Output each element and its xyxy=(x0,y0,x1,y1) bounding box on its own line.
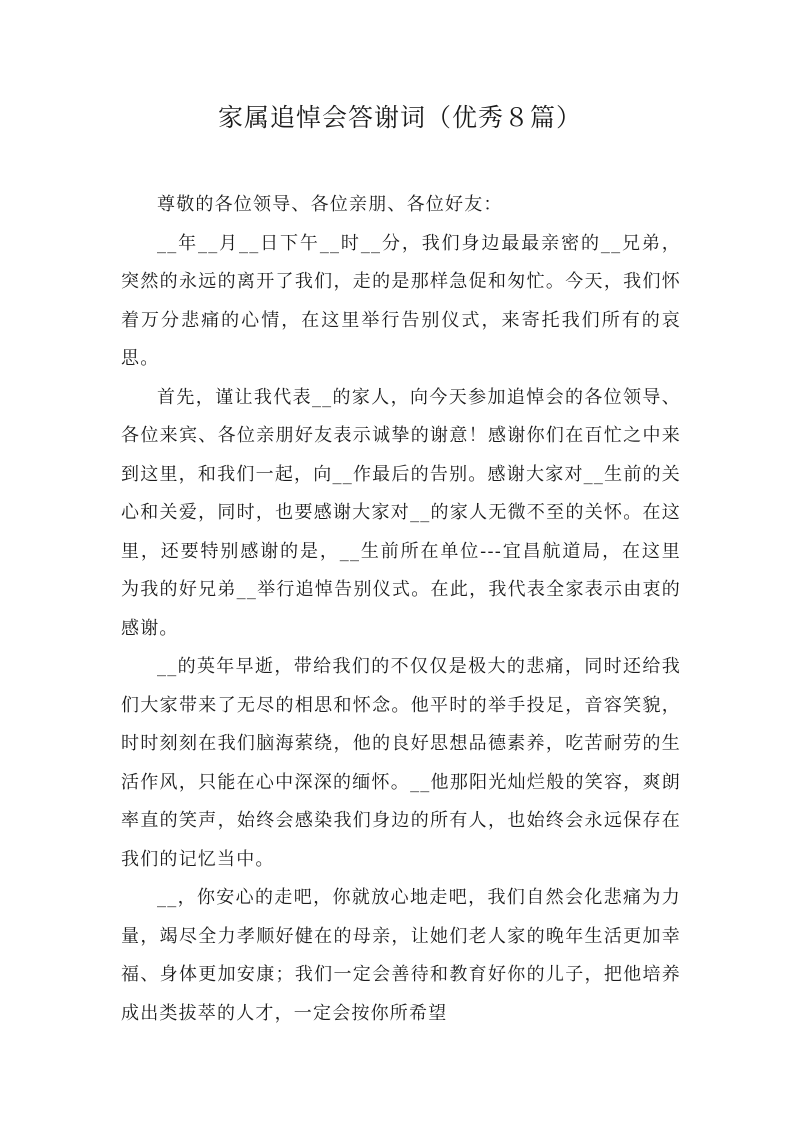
body-paragraph: __，你安心的走吧，你就放心地走吧，我们自然会化悲痛为力量，竭尽全力孝顺好健在的母亲，让她们老人家的晚年生活更加幸福、身体更加安康；我们一定会善待和教育好你的儿子，把他培养成出类拔萃的人才，一定会按你所希望 xyxy=(121,887,681,1024)
page-title: 家属追悼会答谢词（优秀８篇） xyxy=(217,103,582,132)
salutation-paragraph: 尊敬的各位领导、各位亲朋、各位好友： xyxy=(157,194,503,215)
body-paragraph: 首先，谨让我代表__的家人，向今天参加追悼会的各位领导、各位来宾、各位亲朋好友表示诚挚的谢意！感谢你们在百忙之中来到这里，和我们一起，向__作最后的告别。感谢大家对__生前的关心和关爱，同时，也要感谢大家对__的家人无微不至的关怀。在这里，还要特别感谢的是，__生前所在单位---宜昌航道局，在这里为我的好兄弟__举行追悼告别仪式。在此，我代表全家表示由衷的感谢。 xyxy=(121,386,681,639)
document-body xyxy=(121,186,681,1033)
body-paragraph: __年__月__日下午__时__分，我们身边最最亲密的__兄弟，突然的永远的离开了我们，走的是那样急促和匆忙。今天，我们怀着万分悲痛的心情，在这里举行告别仪式，来寄托我们所有的哀思。 xyxy=(121,232,681,369)
body-paragraph: __的英年早逝，带给我们的不仅仅是极大的悲痛，同时还给我们大家带来了无尽的相思和怀念。他平时的举手投足，音容笑貌，时时刻刻在我们脑海萦绕，他的良好思想品德素养，吃苦耐劳的生活作风，只能在心中深深的缅怀。__他那阳光灿烂般的笑容，爽朗率直的笑声，始终会感染我们身边的所有人，也始终会永远保存在我们的记忆当中。 xyxy=(121,656,681,870)
